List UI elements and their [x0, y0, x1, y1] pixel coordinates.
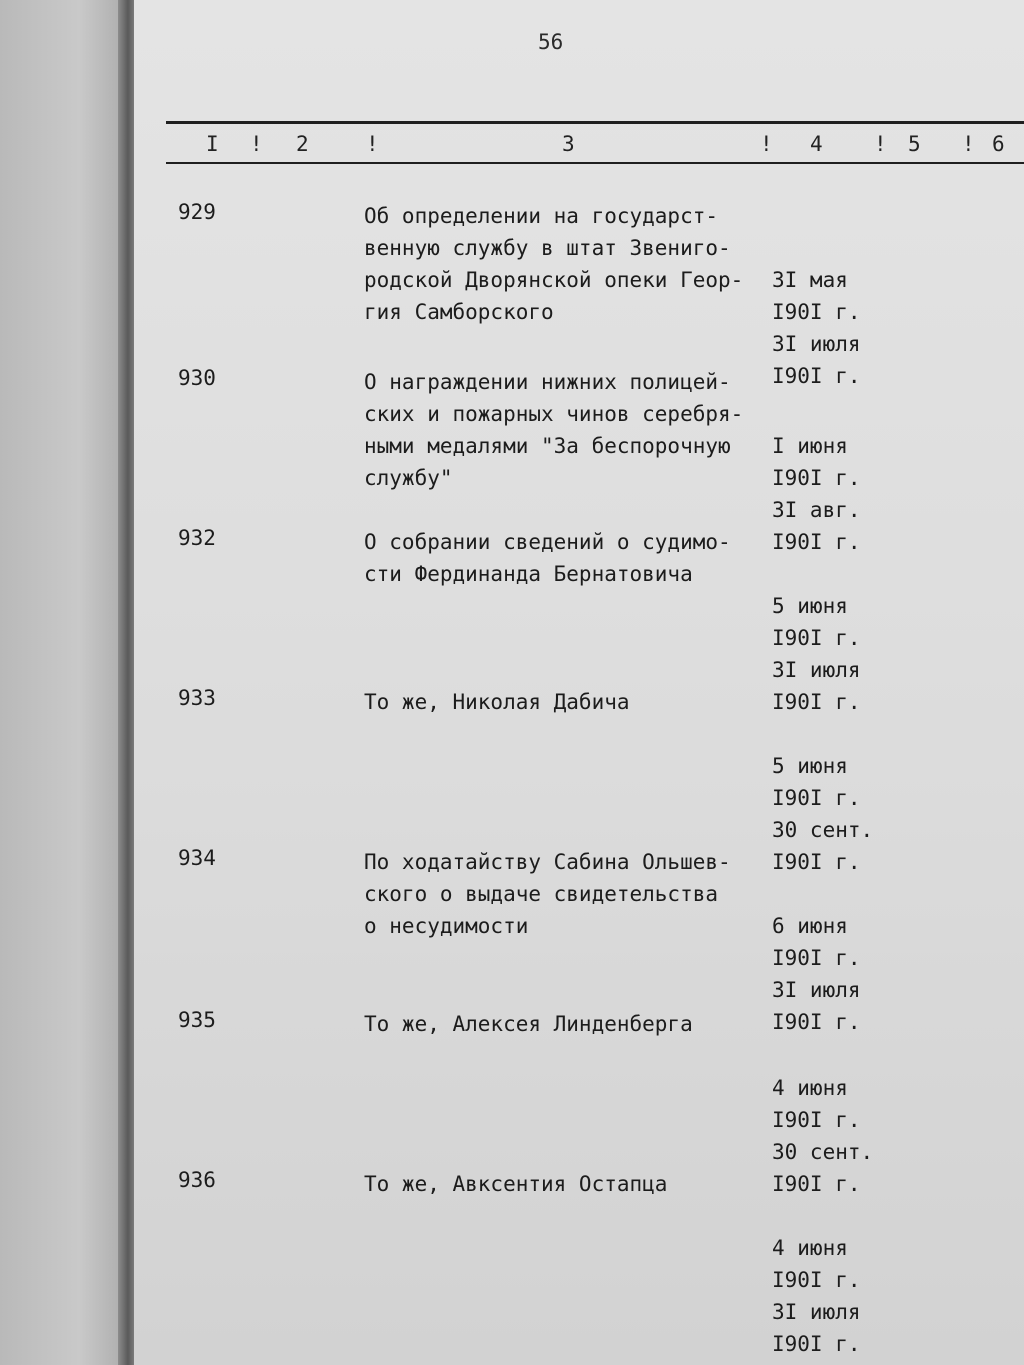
column-separator: !	[874, 132, 887, 156]
column-separator: !	[366, 132, 379, 156]
entry-dates: 5 июня I90I г. 30 сент. I90I г.	[772, 754, 874, 874]
entry-dates: 4 июня I90I г. 3I июля I90I г.	[772, 1236, 861, 1356]
column-header-6: 6	[992, 132, 1005, 156]
entry-description: То же, Николая Дабича	[364, 690, 630, 714]
header-rule-bottom	[166, 162, 1024, 164]
entry-dates: 4 июня I90I г. 30 сент. I90I г.	[772, 1076, 874, 1196]
entry-dates: I июня I90I г. 3I авг. I90I г.	[772, 434, 861, 554]
entry-description: О собрании сведений о судимо- сти Фердинанда Бернатовича	[364, 530, 731, 586]
entry-number: 934	[178, 846, 216, 870]
column-header-1: I	[206, 132, 219, 156]
entry-dates: 6 июня I90I г. 3I июля I90I г.	[772, 914, 861, 1034]
entry-dates: 5 июня I90I г. 3I июля I90I г.	[772, 594, 861, 714]
header-rule-top	[166, 121, 1024, 124]
entry-description: О награждении нижних полицей- ских и пожарных чинов серебря- ными медалями "За беспорочную службу"	[364, 370, 744, 490]
entry-dates: 3I мая I90I г. 3I июля I90I г.	[772, 268, 861, 388]
entry-description: То же, Авксентия Остапца	[364, 1172, 668, 1196]
document-page	[134, 0, 1024, 1365]
column-header-5: 5	[908, 132, 921, 156]
column-separator: !	[760, 132, 773, 156]
entry-number: 929	[178, 200, 216, 224]
entry-number: 935	[178, 1008, 216, 1032]
column-header-2: 2	[296, 132, 309, 156]
entry-description: По ходатайству Сабина Ольшев- ского о выдаче свидетельства о несудимости	[364, 850, 731, 938]
page-number: 56	[538, 30, 564, 54]
column-separator: !	[962, 132, 975, 156]
column-header-3: 3	[562, 132, 575, 156]
column-header-4: 4	[810, 132, 823, 156]
entry-number: 936	[178, 1168, 216, 1192]
entry-description: Об определении на государст- венную службу в штат Звениго- родской Дворянской опеки Геор- гия Самборского	[364, 204, 744, 324]
entry-description: То же, Алексея Линденберга	[364, 1012, 693, 1036]
entry-number: 930	[178, 366, 216, 390]
previous-page-edge	[0, 0, 132, 1365]
column-separator: !	[250, 132, 263, 156]
entry-number: 933	[178, 686, 216, 710]
entry-number: 932	[178, 526, 216, 550]
